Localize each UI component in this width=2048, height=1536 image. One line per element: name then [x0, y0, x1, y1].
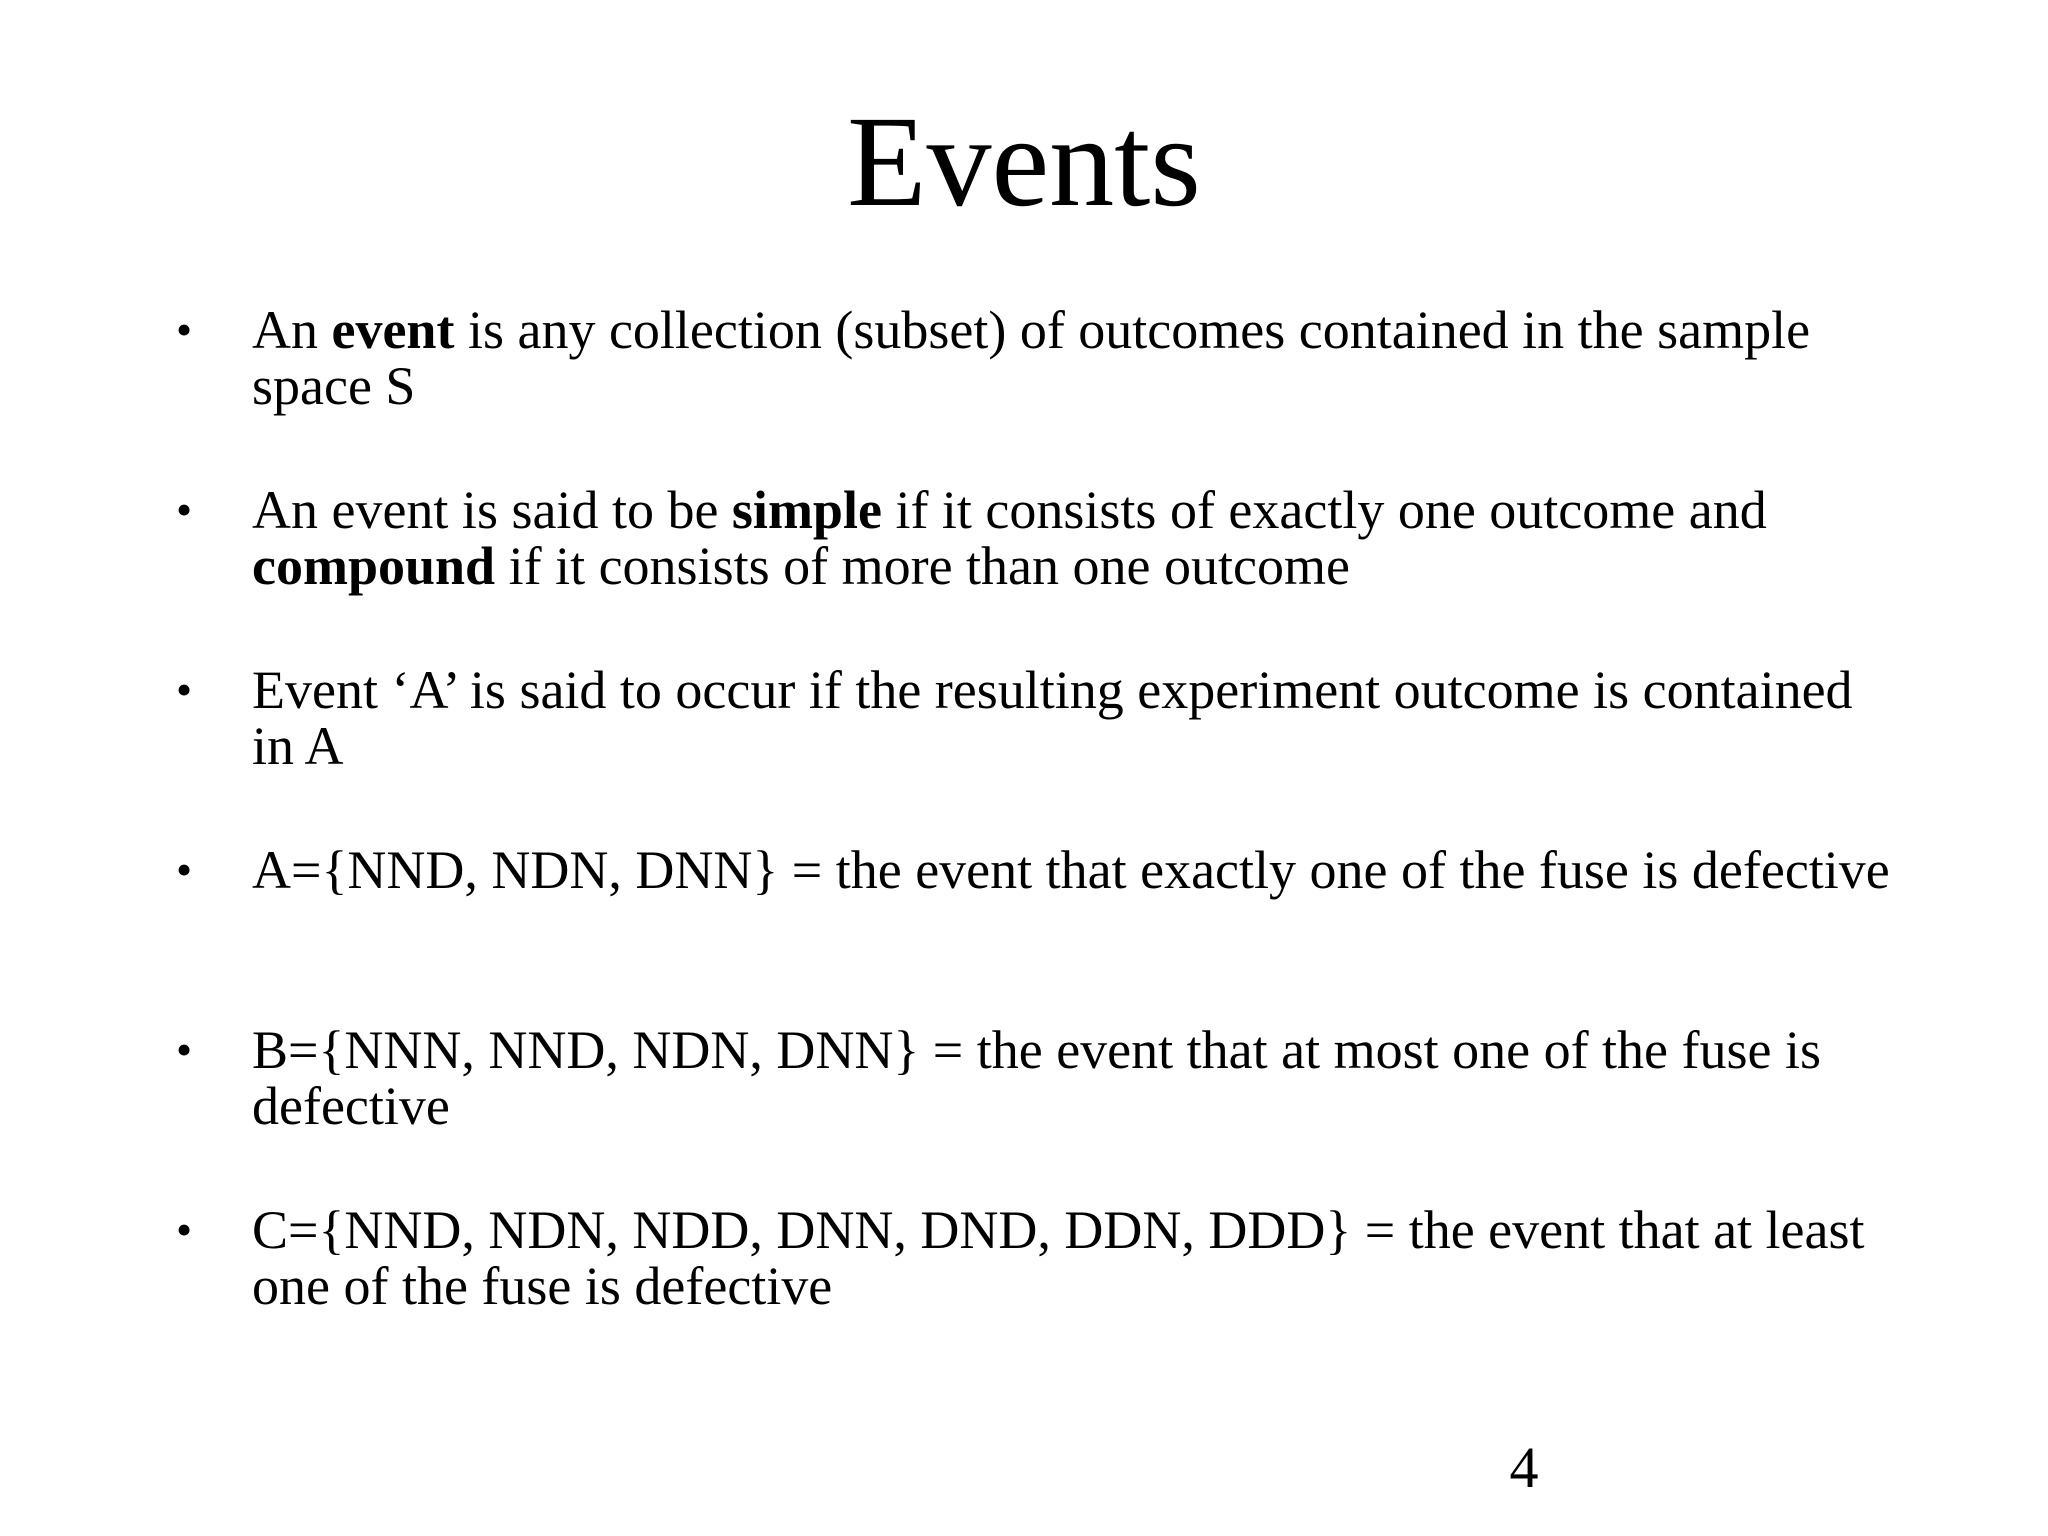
- bold-term-compound: compound: [252, 536, 496, 596]
- bullet-marker: •: [176, 664, 193, 715]
- bullet-marker: •: [176, 844, 193, 895]
- bullet-text: [252, 482, 1892, 594]
- slide-title: Events: [847, 90, 1201, 234]
- bullet-text-part: if it consists of more than one outcome: [495, 536, 1350, 596]
- bullet-text-part: An: [252, 300, 332, 360]
- bullet-text: C={NND, NDN, NDD, DNN, DND, DDN, DDD} = the event that at least one of the fuse is defective: [252, 1200, 1865, 1316]
- bullet-text-part: is any collection (subset) of outcomes contained in the sample space S: [252, 300, 1811, 416]
- bullet-text: Event ‘A’ is said to occur if the resulting experiment outcome is contained in A: [252, 660, 1853, 776]
- bullet-text-part: An event is said to be: [252, 480, 732, 540]
- bullet-text: A={NND, NDN, DNN} = the event that exactly one of the fuse is defective: [252, 840, 1890, 900]
- bullet-marker: •: [176, 1204, 193, 1255]
- page-number: 4: [1509, 1435, 1539, 1500]
- bullet-marker: •: [176, 304, 193, 355]
- bullet-text: [252, 302, 1892, 414]
- bold-term-event: event: [331, 300, 455, 360]
- bullet-marker: •: [176, 1024, 193, 1075]
- bullet-text-part: if it consists of exactly one outcome and: [881, 480, 1767, 540]
- bold-term-simple: simple: [731, 480, 882, 540]
- bullet-text: B={NNN, NND, NDN, DNN} = the event that at most one of the fuse is defective: [252, 1020, 1822, 1136]
- bullet-marker: •: [176, 484, 193, 535]
